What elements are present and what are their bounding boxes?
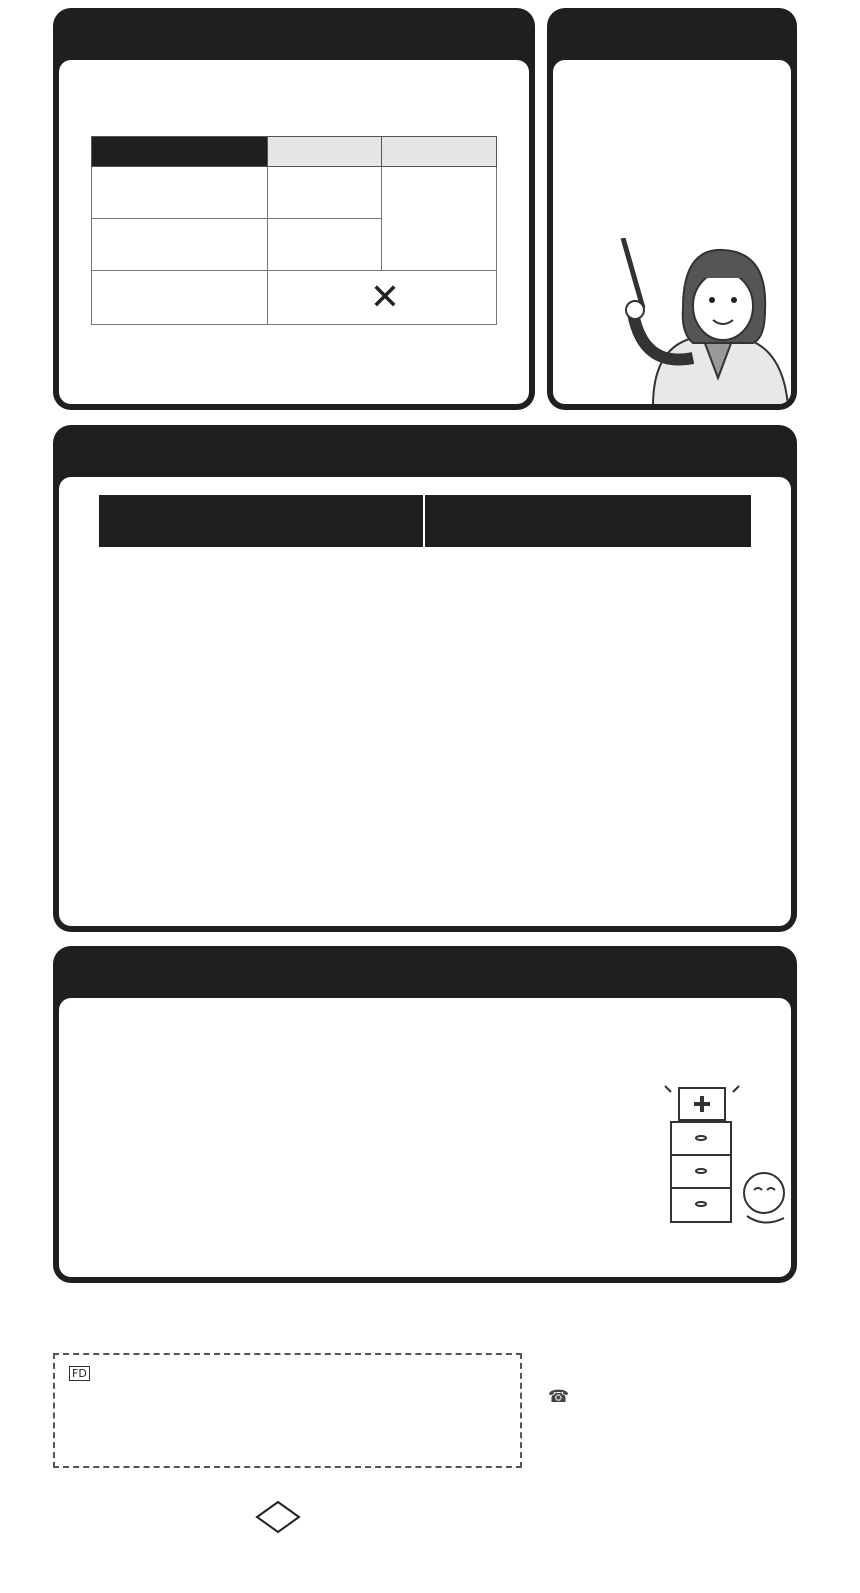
ingredients-header-right [424,495,751,547]
dose-amount-cell [268,219,382,271]
dose-header-frequency [382,137,497,167]
ingredients-table [99,495,751,547]
maker-logo [255,1500,301,1534]
medicine-cabinet-illustration [659,1078,799,1228]
contact-box [53,1353,522,1468]
relief-block [548,1386,569,1408]
storage-panel [53,946,797,1283]
free-dial-icon: FD [69,1366,90,1381]
effect-body [553,60,791,404]
dose-age-cell [92,167,268,219]
dose-header-amount [268,137,382,167]
dose-age-cell [92,219,268,271]
dose-table [91,136,497,325]
dose-frequency-cell [382,167,497,271]
usage-panel [53,8,535,410]
storage-body [59,998,791,1277]
phone-icon: ☎ [548,1387,570,1407]
dose-header-age [92,137,268,167]
dose-age-cell [92,271,268,325]
relief-phone-row [548,1386,569,1408]
cross-icon: ✕ [369,276,401,318]
ingredients-body [59,477,791,926]
dose-not-take-cell [268,271,497,325]
doctor-illustration [593,238,791,404]
ingredients-header-left [99,495,424,547]
contact-phone-row [69,1363,506,1384]
usage-body [59,60,529,404]
dose-amount-cell [268,167,382,219]
ingredients-panel [53,425,797,932]
effect-panel [547,8,797,410]
